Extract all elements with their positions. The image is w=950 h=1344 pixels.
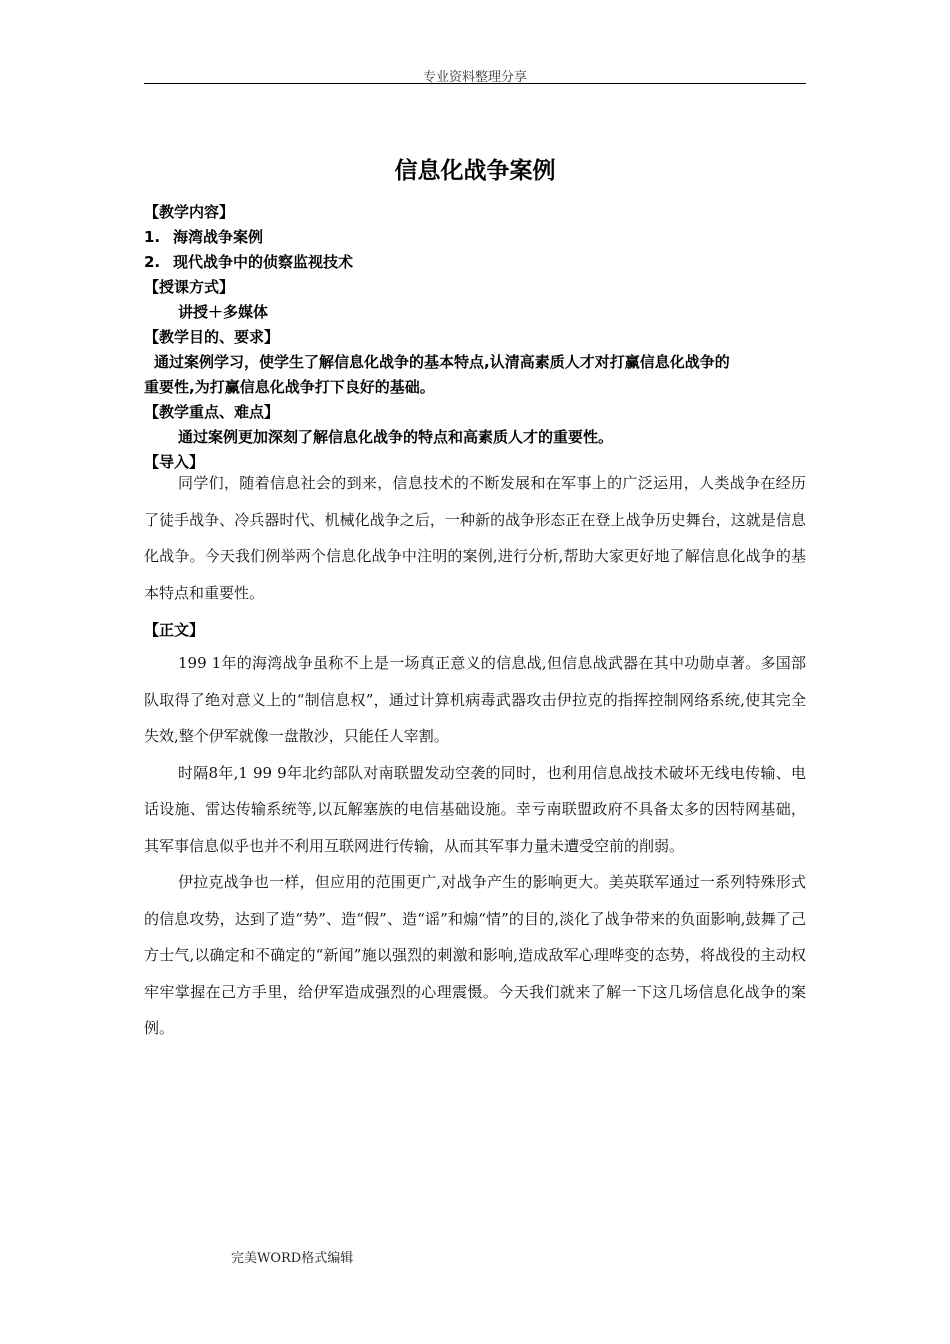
- key-text: 通过案例更加深刻了解信息化战争的特点和高素质人才的重要性。: [178, 428, 614, 446]
- key-heading: 【教学重点、难点】: [144, 403, 280, 421]
- header-divider: [144, 83, 806, 84]
- page-header-text: 专业资料整理分享: [422, 70, 527, 85]
- intro-section: [144, 465, 806, 611]
- intro-paragraph: 同学们，随着信息社会的到来，信息技术的不断发展和在军事上的广泛运用，人类战争在经历了徒手战争、冷兵器时代、机械化战争之后，一种新的战争形态正在登上战争历史舞台，这就是信息化战争。今天我们例举两个信息化战争中注明的案例,进行分析,帮助大家更好地了解信息化战争的基本特点和重要性。: [144, 474, 806, 602]
- goal-text-line-1: 通过案例学习，使学生了解信息化战争的基本特点,认清高素质人才对打赢信息化战争的: [154, 353, 730, 371]
- method-heading: 【授课方式】: [144, 278, 235, 296]
- method-text: 讲授＋多媒体: [178, 303, 269, 321]
- main-heading-block: [144, 618, 806, 643]
- document-title: 信息化战争案例: [394, 158, 556, 184]
- content-item-text: 现代战争中的侦察监视技术: [173, 253, 354, 271]
- main-section: [144, 645, 806, 1047]
- content-item-text: 海湾战争案例: [173, 228, 264, 246]
- content-item-1: [144, 225, 806, 250]
- intro-heading: 【导入】: [144, 453, 205, 471]
- main-heading: 【正文】: [144, 621, 205, 639]
- main-paragraph-2: 时隔8年,1 99 9年北约部队对南联盟发动空袭的同时，也利用信息战技术破坏无线电传输、电话设施、雷达传输系统等,以瓦解塞族的电信基础设施。幸亏南联盟政府不具备太多的因特网基础，其军事信息似乎也并不利用互联网进行传输，从而其军事力量未遭受空前的削弱。: [144, 763, 806, 855]
- goal-text-line-2: 重要性,为打赢信息化战争打下良好的基础。: [144, 378, 435, 396]
- content-item-2: [144, 250, 806, 275]
- content-item-number: 2.: [144, 253, 161, 271]
- page-footer-text: 完美WORD格式编辑: [231, 1251, 354, 1266]
- goal-heading: 【教学目的、要求】: [144, 328, 280, 346]
- main-paragraph-3: 伊拉克战争也一样，但应用的范围更广,对战争产生的影响更大。美英联军通过一系列特殊形式的信息攻势，达到了造“势”、造“假”、造“谣”和煽“情”的目的,淡化了战争带来的负面影响,鼓舞了己方士气,以确定和不确定的“新闻”施以强烈的刺激和影响,造成敌军心理哗变的态势，将战役的主动权牢牢掌握在己方手里，给伊军造成强烈的心理震慑。今天我们就来了解一下这几场信息化战争的案例。: [144, 873, 806, 1037]
- main-paragraph-1: 199 1年的海湾战争虽称不上是一场真正意义的信息战,但信息战武器在其中功勋卓著。多国部队取得了绝对意义上的“制信息权”，通过计算机病毒武器攻击伊拉克的指挥控制网络系统,使其完全失效,整个伊军就像一盘散沙，只能任人宰割。: [144, 654, 806, 745]
- content-heading: 【教学内容】: [144, 203, 235, 221]
- bold-sections: [144, 200, 806, 475]
- content-item-number: 1.: [144, 228, 161, 246]
